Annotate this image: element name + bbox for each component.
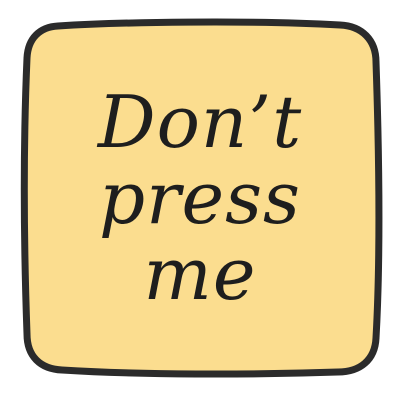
label-line-1: Don’t xyxy=(97,80,303,164)
label-line-3: me xyxy=(143,232,257,316)
label-line-2: press xyxy=(98,156,301,240)
